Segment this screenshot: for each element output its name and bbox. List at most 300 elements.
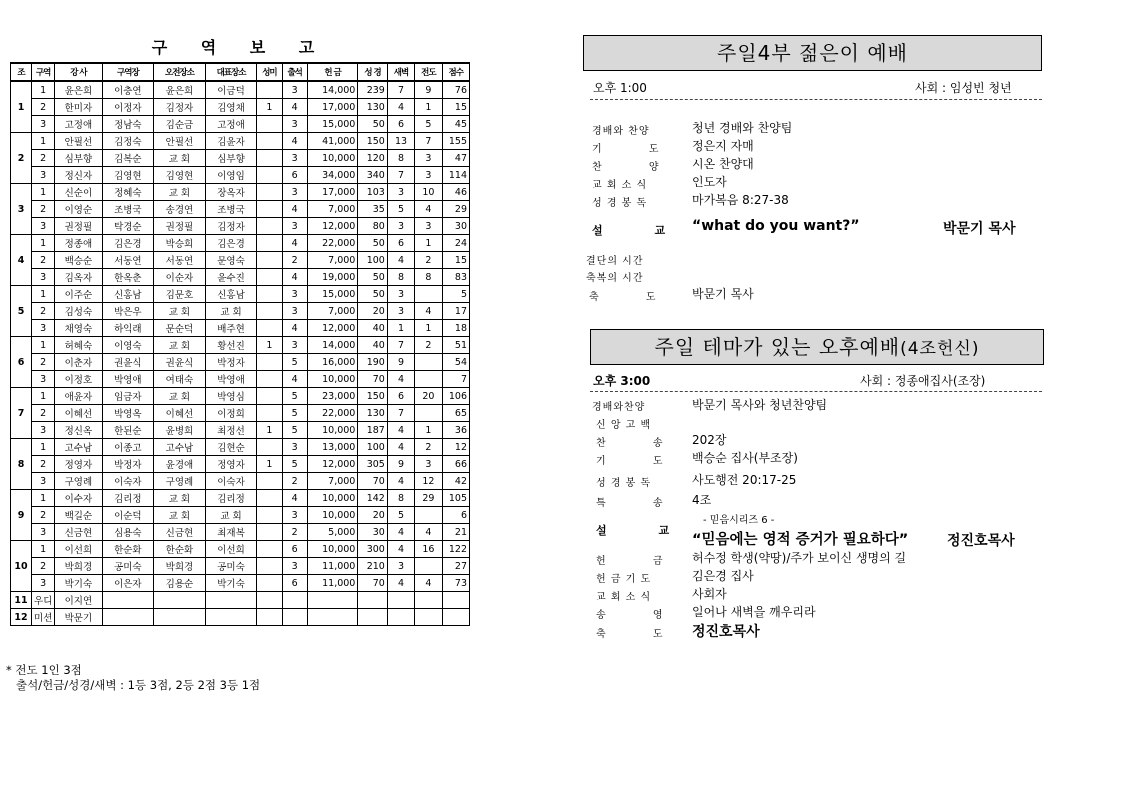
table-cell: 3	[387, 218, 414, 235]
table-cell: 70	[358, 473, 387, 490]
table-cell: 5	[282, 405, 307, 422]
s2-value: 사도행전 20:17-25	[692, 473, 797, 487]
table-cell: 장옥자	[205, 184, 257, 201]
table-cell: 1	[415, 235, 442, 252]
table-cell: 박영애	[102, 371, 154, 388]
table-cell: 3	[387, 184, 414, 201]
s1-value: 마가복음 8:27-38	[692, 193, 789, 207]
table-cell: 이순자	[154, 269, 206, 286]
table-row	[11, 354, 470, 371]
table-cell	[415, 507, 442, 524]
table-cell: 3	[282, 303, 307, 320]
table-cell: 13	[387, 133, 414, 150]
table-cell: 12	[415, 473, 442, 490]
table-row	[11, 456, 470, 473]
table-cell: 윤은희	[154, 81, 206, 99]
table-cell: 4	[282, 235, 307, 252]
table-cell: 3	[415, 167, 442, 184]
table-cell: 2	[415, 252, 442, 269]
table-cell: 김용순	[154, 575, 206, 592]
table-row	[11, 575, 470, 592]
table-cell	[415, 286, 442, 303]
table-cell: 80	[358, 218, 387, 235]
table-cell: 1	[32, 388, 55, 405]
table-cell: 12,000	[307, 218, 358, 235]
table-cell: 24	[442, 235, 469, 252]
table-cell: 7,000	[307, 303, 358, 320]
table-cell: 박승희	[154, 235, 206, 252]
table-cell: 이영숙	[102, 337, 154, 354]
table-cell: 교 회	[205, 303, 257, 320]
s1-value: 정은지 자매	[692, 139, 754, 153]
table-cell: 권정필	[154, 218, 206, 235]
table-cell: 한미자	[55, 99, 102, 116]
table-cell: 최재복	[205, 524, 257, 541]
table-cell	[257, 150, 282, 167]
s2-value: 김은경 집사	[692, 569, 754, 583]
table-cell	[257, 575, 282, 592]
empty-cell	[442, 609, 469, 626]
s2-label: 신 앙 고 백	[596, 420, 652, 431]
table-cell: 정신자	[55, 167, 102, 184]
table-cell: 1	[32, 490, 55, 507]
table-cell: 12	[442, 439, 469, 456]
table-cell: 한옥춘	[102, 269, 154, 286]
empty-cell	[307, 609, 358, 626]
table-cell: 5	[442, 286, 469, 303]
table-cell: 4	[387, 473, 414, 490]
table-row	[11, 99, 470, 116]
table-cell: 5	[387, 201, 414, 218]
table-cell: 2	[415, 337, 442, 354]
table-cell: 이영순	[55, 201, 102, 218]
table-cell: 7,000	[307, 252, 358, 269]
s2-label: 경배와찬양	[592, 402, 646, 413]
table-cell: 50	[358, 286, 387, 303]
table-cell: 2	[282, 252, 307, 269]
table-cell: 1	[387, 320, 414, 337]
table-cell: 한순화	[102, 541, 154, 558]
table-cell	[257, 490, 282, 507]
table-cell: 8	[387, 150, 414, 167]
table-cell: 12,000	[307, 320, 358, 337]
table-cell: 박영애	[205, 371, 257, 388]
table-cell: 2	[32, 456, 55, 473]
table-cell: 4	[415, 524, 442, 541]
table-cell: 이선희	[55, 541, 102, 558]
table-cell: 1	[32, 439, 55, 456]
group-number: 6	[11, 337, 32, 388]
table-cell: 정종애	[55, 235, 102, 252]
empty-cell	[282, 592, 307, 609]
table-cell: 210	[358, 558, 387, 575]
table-cell: 김성숙	[55, 303, 102, 320]
empty-cell	[442, 592, 469, 609]
table-cell: 구영례	[55, 473, 102, 490]
column-header: 조	[11, 63, 32, 81]
table-row	[11, 558, 470, 575]
table-cell	[257, 116, 282, 133]
column-header: 점수	[442, 63, 469, 81]
table-cell: 1	[257, 337, 282, 354]
table-cell: 신순이	[55, 184, 102, 201]
table-cell: 이순덕	[102, 507, 154, 524]
table-cell: 50	[358, 116, 387, 133]
table-cell: 7	[387, 405, 414, 422]
table-cell: 70	[358, 371, 387, 388]
service2-title	[590, 329, 1044, 365]
table-cell: 2	[32, 99, 55, 116]
table-row	[11, 235, 470, 252]
table-cell: 5	[387, 507, 414, 524]
table-cell: 이수자	[55, 490, 102, 507]
s2-label: 성 경 봉 독	[596, 478, 652, 489]
table-cell	[257, 218, 282, 235]
table-row	[11, 252, 470, 269]
table-row	[11, 167, 470, 184]
table-cell: 114	[442, 167, 469, 184]
table-cell: 66	[442, 456, 469, 473]
table-cell: 6	[387, 235, 414, 252]
s1-sermon-title: “what do you want?”	[692, 218, 860, 234]
table-cell: 4	[282, 133, 307, 150]
table-cell: 황선진	[205, 337, 257, 354]
table-cell: 김은경	[205, 235, 257, 252]
table-cell: 탁경순	[102, 218, 154, 235]
table-cell: 신금현	[55, 524, 102, 541]
s2-sermon-speaker: 정진호목사	[947, 533, 1015, 549]
table-cell: 1	[415, 99, 442, 116]
table-cell: 1	[415, 422, 442, 439]
table-cell	[415, 371, 442, 388]
s2-benediction-label: 축 도	[596, 629, 685, 640]
table-cell: 공미숙	[205, 558, 257, 575]
table-cell: 고수남	[154, 439, 206, 456]
table-cell: 3	[32, 218, 55, 235]
table-cell	[257, 167, 282, 184]
table-cell: 임금자	[102, 388, 154, 405]
s2-value: 일어나 새벽을 깨우리라	[692, 605, 816, 619]
table-cell: 송경연	[154, 201, 206, 218]
table-cell: 4	[282, 201, 307, 218]
table-cell: 2	[282, 473, 307, 490]
table-row	[11, 303, 470, 320]
table-cell: 6	[282, 167, 307, 184]
empty-cell	[102, 592, 154, 609]
table-cell: 20	[415, 388, 442, 405]
empty-cell	[307, 592, 358, 609]
table-cell: 4	[387, 371, 414, 388]
table-cell: 이정자	[102, 99, 154, 116]
table-cell: 10,000	[307, 150, 358, 167]
table-cell: 4	[282, 320, 307, 337]
s2-label: 찬 송	[596, 438, 685, 449]
table-cell: 6	[442, 507, 469, 524]
table-row	[11, 490, 470, 507]
table-cell: 3	[32, 167, 55, 184]
note-line: 출석/헌금/성경/새벽 : 1등 3점, 2등 2점 3등 1점	[16, 678, 261, 692]
table-cell: 김복순	[102, 150, 154, 167]
table-cell: 김현순	[205, 439, 257, 456]
table-cell: 120	[358, 150, 387, 167]
table-cell: 130	[358, 99, 387, 116]
table-cell: 15	[442, 252, 469, 269]
table-row	[11, 422, 470, 439]
table-cell: 우디	[32, 592, 55, 609]
column-header: 강 사	[55, 63, 102, 81]
table-cell: 신홍남	[205, 286, 257, 303]
table-cell: 교 회	[205, 507, 257, 524]
report-notes	[6, 663, 260, 693]
table-cell	[257, 541, 282, 558]
table-cell: 김정숙	[102, 133, 154, 150]
table-cell: 고정애	[205, 116, 257, 133]
table-cell: 1	[32, 541, 55, 558]
table-cell: 10,000	[307, 490, 358, 507]
table-cell: 박희경	[154, 558, 206, 575]
table-cell: 한순화	[154, 541, 206, 558]
table-cell: 박정자	[102, 456, 154, 473]
s1-label: 경배와 찬양	[592, 126, 650, 137]
table-cell: 2	[32, 558, 55, 575]
table-cell: 1	[32, 133, 55, 150]
table-cell: 10	[415, 184, 442, 201]
table-row	[11, 116, 470, 133]
s2-sermon-label: 설 교	[596, 524, 694, 537]
table-cell: 이정희	[205, 405, 257, 422]
table-cell: 20	[358, 303, 387, 320]
empty-cell	[387, 609, 414, 626]
table-cell: 이주순	[55, 286, 102, 303]
table-cell	[257, 388, 282, 405]
table-cell: 3	[282, 81, 307, 99]
table-cell: 3	[282, 184, 307, 201]
table-cell: 187	[358, 422, 387, 439]
table-cell: 배주현	[205, 320, 257, 337]
table-cell: 50	[358, 235, 387, 252]
table-cell: 3	[415, 456, 442, 473]
table-cell: 박기숙	[205, 575, 257, 592]
table-cell	[257, 201, 282, 218]
column-header: 새벽	[387, 63, 414, 81]
table-cell: 안필선	[55, 133, 102, 150]
table-cell: 박정자	[205, 354, 257, 371]
table-cell	[257, 269, 282, 286]
s1-value: 박문기 목사	[692, 287, 754, 301]
table-cell: 5	[282, 422, 307, 439]
table-cell: 3	[282, 150, 307, 167]
s2-value: 4조	[692, 493, 712, 507]
table-cell: 김윤자	[205, 133, 257, 150]
table-cell: 4	[387, 422, 414, 439]
table-cell: 박문기	[55, 609, 102, 626]
table-cell: 공미숙	[102, 558, 154, 575]
table-cell: 4	[415, 575, 442, 592]
empty-cell	[257, 592, 282, 609]
column-header: 대표장소	[205, 63, 257, 81]
divider	[590, 391, 1042, 392]
s2-label: 송 영	[596, 610, 685, 621]
table-cell: 서동연	[154, 252, 206, 269]
table-cell: 7	[442, 371, 469, 388]
table-cell: 3	[282, 218, 307, 235]
table-cell: 정영자	[55, 456, 102, 473]
table-cell: 박희경	[55, 558, 102, 575]
table-cell: 3	[32, 371, 55, 388]
table-cell: 155	[442, 133, 469, 150]
table-cell: 20	[358, 507, 387, 524]
table-cell: 백승순	[55, 252, 102, 269]
table-cell: 29	[415, 490, 442, 507]
table-cell: 조병국	[102, 201, 154, 218]
table-cell: 이춘자	[55, 354, 102, 371]
table-row	[11, 371, 470, 388]
table-cell: 2	[415, 439, 442, 456]
table-cell: 1	[257, 422, 282, 439]
table-cell: 17,000	[307, 99, 358, 116]
table-cell	[415, 558, 442, 575]
table-cell: 30	[358, 524, 387, 541]
table-cell: 3	[387, 558, 414, 575]
table-cell: 7,000	[307, 201, 358, 218]
table-cell: 3	[282, 116, 307, 133]
table-cell	[257, 439, 282, 456]
table-cell: 27	[442, 558, 469, 575]
table-row	[11, 388, 470, 405]
table-cell: 73	[442, 575, 469, 592]
table-row	[11, 337, 470, 354]
table-cell: 142	[358, 490, 387, 507]
s2-label: 기 도	[596, 456, 685, 467]
table-cell: 교 회	[154, 388, 206, 405]
group-number: 2	[11, 133, 32, 184]
table-cell: 15	[442, 99, 469, 116]
table-cell: 김정자	[205, 218, 257, 235]
table-cell: 문영숙	[205, 252, 257, 269]
table-cell: 1	[32, 81, 55, 99]
table-cell: 45	[442, 116, 469, 133]
table-cell: 이혜선	[154, 405, 206, 422]
table-cell: 박은우	[102, 303, 154, 320]
table-cell: 103	[358, 184, 387, 201]
table-cell: 윤경애	[154, 456, 206, 473]
table-header	[11, 63, 470, 81]
table-cell: 11	[11, 592, 32, 609]
table-cell: 구영례	[154, 473, 206, 490]
s2-label: 헌 금 기 도	[596, 574, 652, 585]
column-header: 성 경	[358, 63, 387, 81]
service2-host: 사회 : 정종애집사(조장)	[860, 374, 986, 388]
table-cell: 83	[442, 269, 469, 286]
table-cell: 허혜숙	[55, 337, 102, 354]
group-number: 8	[11, 439, 32, 490]
table-row	[11, 507, 470, 524]
empty-cell	[257, 609, 282, 626]
table-cell: 106	[442, 388, 469, 405]
s2-benediction: 정진호목사	[692, 624, 760, 640]
table-cell	[257, 507, 282, 524]
table-cell: 17	[442, 303, 469, 320]
s1-label: 축복의 시간	[586, 273, 644, 284]
table-cell	[257, 303, 282, 320]
table-cell: 2	[32, 201, 55, 218]
table-cell: 46	[442, 184, 469, 201]
table-cell: 3	[32, 116, 55, 133]
table-cell: 권정필	[55, 218, 102, 235]
table-cell: 애윤자	[55, 388, 102, 405]
table-cell: 2	[32, 405, 55, 422]
table-cell: 16	[415, 541, 442, 558]
table-cell: 1	[32, 286, 55, 303]
table-cell: 정신옥	[55, 422, 102, 439]
table-cell: 정영자	[205, 456, 257, 473]
table-cell: 150	[358, 133, 387, 150]
table-cell: 51	[442, 337, 469, 354]
table-cell: 15,000	[307, 286, 358, 303]
table-cell: 190	[358, 354, 387, 371]
table-cell: 11,000	[307, 575, 358, 592]
table-cell: 이금덕	[205, 81, 257, 99]
empty-cell	[154, 592, 206, 609]
table-cell: 8	[415, 269, 442, 286]
table-cell: 3	[32, 575, 55, 592]
table-cell: 3	[282, 507, 307, 524]
s2-value: 백승순 집사(부조장)	[692, 451, 798, 465]
s1-label: 성 경 봉 독	[592, 198, 648, 209]
table-cell: 4	[387, 575, 414, 592]
table-cell	[257, 558, 282, 575]
group-number: 7	[11, 388, 32, 439]
table-cell	[257, 235, 282, 252]
table-cell: 김리정	[102, 490, 154, 507]
s2-label: 교 회 소 식	[596, 592, 652, 603]
table-cell: 고수남	[55, 439, 102, 456]
table-cell: 7	[387, 167, 414, 184]
s1-sermon-speaker: 박문기 목사	[943, 221, 1016, 237]
table-cell: 300	[358, 541, 387, 558]
table-cell	[257, 184, 282, 201]
table-row	[11, 201, 470, 218]
table-row	[11, 524, 470, 541]
table-cell: 9	[387, 456, 414, 473]
table-cell	[257, 405, 282, 422]
service2-title-suffix: (4조헌신)	[900, 339, 980, 359]
table-cell: 21	[442, 524, 469, 541]
table-cell: 고정애	[55, 116, 102, 133]
column-header: 구역	[32, 63, 55, 81]
table-cell: 이지연	[55, 592, 102, 609]
table-cell: 4	[387, 524, 414, 541]
table-cell: 이충연	[102, 81, 154, 99]
table-cell	[257, 252, 282, 269]
table-cell: 심부향	[55, 150, 102, 167]
service2-title-main: 주일 테마가 있는 오후예배	[654, 335, 901, 359]
table-cell: 심용숙	[102, 524, 154, 541]
table-row	[11, 592, 470, 609]
table-row	[11, 609, 470, 626]
s1-label: 결단의 시간	[586, 256, 644, 267]
group-number: 4	[11, 235, 32, 286]
table-cell: 10,000	[307, 541, 358, 558]
table-cell: 9	[415, 81, 442, 99]
table-cell: 5	[282, 354, 307, 371]
s2-label: 헌 금	[596, 556, 685, 567]
table-cell: 박영옥	[102, 405, 154, 422]
table-cell: 정혜숙	[102, 184, 154, 201]
empty-cell	[205, 592, 257, 609]
table-row	[11, 320, 470, 337]
group-number: 5	[11, 286, 32, 337]
